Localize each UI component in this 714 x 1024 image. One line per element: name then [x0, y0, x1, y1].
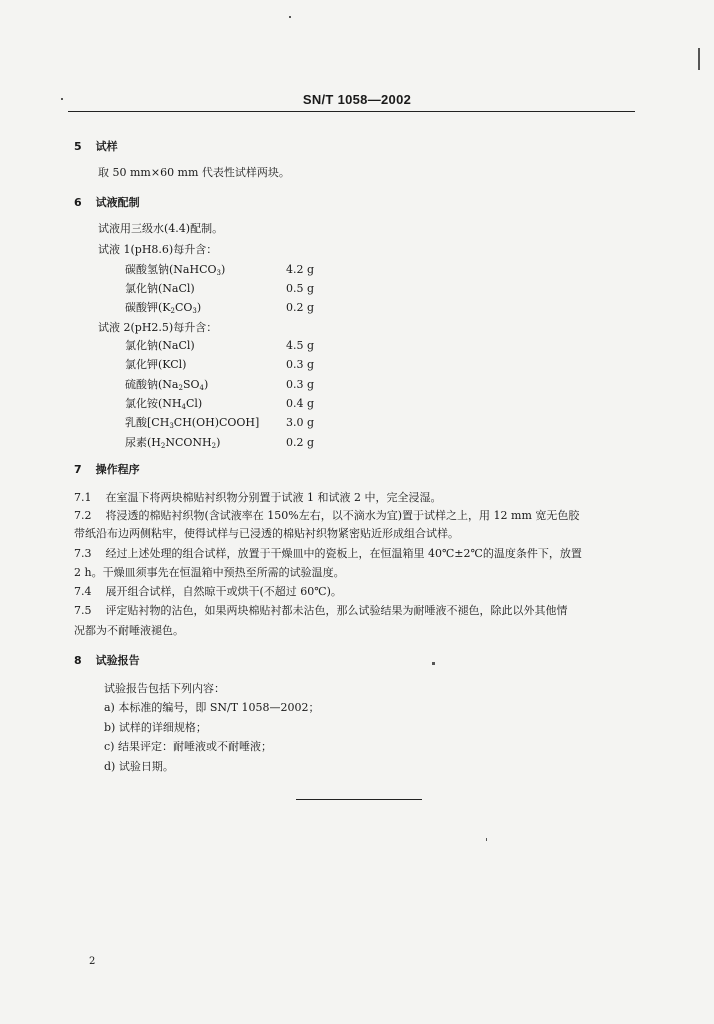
report-item: c) 结果评定：耐唾液或不耐唾液；: [104, 740, 272, 753]
reagent-name: [125, 436, 220, 453]
reagent-amount: 4.2 g: [286, 263, 315, 276]
section-6-title: 试液配制: [95, 196, 140, 209]
reagent-name-part: SO: [182, 377, 200, 391]
solution-1-title: 试液 1(pH8.6)每升含：: [98, 243, 218, 256]
reagent-name-part: ): [220, 263, 226, 276]
reagent-name-part: ): [216, 435, 221, 449]
report-intro: 试验报告包括下列内容：: [104, 682, 225, 695]
reagent-name-part: ): [196, 301, 202, 314]
formula-subscript: 4: [199, 383, 204, 392]
reagent-amount: 0.3 g: [286, 377, 315, 391]
header-rule: [68, 111, 635, 112]
clause-7-5-text-b: 况都为不耐唾液褪色。: [74, 624, 184, 637]
report-item: b) 试样的详细规格；: [104, 721, 207, 734]
scan-speck: [432, 662, 435, 665]
section-8-title: 试验报告: [95, 654, 140, 667]
section-5-number: 5: [74, 140, 82, 153]
reagent-name-part: 氯化铵(NH: [125, 396, 182, 410]
section-8-number: 8: [74, 654, 82, 667]
section-6-number: 6: [74, 196, 82, 209]
reagent-amount: 3.0 g: [286, 416, 315, 430]
formula-subscript: 2: [178, 383, 183, 392]
reagent-name-part: 硫酸钠(Na: [125, 377, 179, 391]
reagent-name-part: 乳酸[CH: [125, 416, 170, 430]
page-number: 2: [89, 956, 96, 967]
clause-7-2-text-a: 将浸透的棉贴衬织物(含试液率在 150%左右，以不滴水为宜)置于试样之上，用 12 mm 宽无色胶: [105, 509, 580, 522]
reagent-name: [125, 416, 259, 433]
clause-7-4-number: 7.4: [74, 585, 92, 598]
clause-7-2-text-b: 带纸沿布边两侧粘牢，使得试样与已浸透的棉贴衬织物紧密贴近形成组合试样。: [74, 527, 459, 540]
reagent-name-part: 氯化钠(NaCl): [125, 339, 195, 352]
reagent-name: [125, 263, 225, 280]
formula-subscript: 3: [192, 307, 197, 315]
clause-7-3: [74, 547, 582, 560]
reagent-name: [125, 397, 202, 414]
clause-7-1-text: 在室温下将两块棉贴衬织物分别置于试液 1 和试液 2 中，完全浸湿。: [105, 491, 442, 504]
reagent-name-part: 氯化钾(KCl): [125, 358, 187, 372]
clause-7-1: [74, 491, 441, 504]
clause-7-3-text-b: 2 h。干燥皿须事先在恒温箱中预热至所需的试验温度。: [74, 566, 345, 579]
reagent-name-part: ): [203, 377, 209, 391]
reagent-name-part: Cl): [185, 396, 203, 410]
scan-speck: [486, 838, 487, 841]
section-7-heading: [74, 463, 140, 476]
reagent-name-part: NCONH: [165, 435, 212, 449]
formula-subscript: 2: [160, 441, 166, 450]
reagent-name-part: CH(OH)COOH]: [173, 416, 260, 430]
formula-subscript: 2: [211, 441, 217, 450]
reagent-name-part: CO: [174, 301, 193, 314]
reagent-name-part: 尿素(H: [125, 435, 161, 449]
section-5-text: 取 50 mm×60 mm 代表性试样两块。: [98, 166, 290, 179]
reagent-name: [125, 378, 208, 395]
report-item: a) 本标准的编号，即 SN/T 1058—2002；: [104, 701, 320, 714]
reagent-name: [125, 301, 201, 318]
reagent-name: [125, 339, 195, 352]
section-7-number: 7: [74, 463, 82, 476]
section-5-title: 试样: [95, 140, 118, 153]
section-8-heading: [74, 654, 140, 667]
clause-7-3-text-a: 经过上述处理的组合试样，放置于干燥皿中的瓷板上，在恒温箱里 40℃±2℃的温度条件下，放置: [105, 547, 582, 560]
document-header: SN/T 1058—2002: [302, 92, 412, 107]
clause-7-5: [74, 604, 568, 617]
end-rule: [296, 799, 422, 800]
reagent-amount: 4.5 g: [286, 339, 315, 352]
scan-mark: [698, 48, 700, 70]
reagent-name: [125, 282, 195, 295]
scan-speck: [61, 98, 63, 100]
reagent-name-part: 氯化钠(NaCl): [125, 282, 195, 295]
reagent-amount: 0.4 g: [286, 396, 315, 410]
section-6-heading: [74, 196, 140, 209]
formula-subscript: 3: [169, 422, 174, 431]
report-item: d) 试验日期。: [104, 760, 174, 773]
solution-2-title: 试液 2(pH2.5)每升含：: [98, 321, 218, 334]
section-7-title: 操作程序: [95, 463, 140, 476]
reagent-amount: 0.5 g: [286, 282, 315, 295]
clause-7-5-text-a: 评定贴衬物的沾色，如果两块棉贴衬都未沾色，那么试验结果为耐唾液不褪色，除此以外其他情: [105, 604, 568, 617]
formula-subscript: 3: [216, 269, 221, 277]
reagent-amount: 0.2 g: [286, 435, 315, 449]
reagent-name-part: 碳酸钾(K: [125, 301, 171, 314]
clause-7-1-number: 7.1: [74, 491, 92, 504]
clause-7-4: [74, 585, 342, 598]
clause-7-2: [74, 509, 579, 522]
reagent-amount: 0.2 g: [286, 301, 315, 314]
clause-7-3-number: 7.3: [74, 547, 92, 560]
formula-subscript: 4: [181, 402, 186, 411]
clause-7-2-number: 7.2: [74, 509, 92, 522]
formula-subscript: 2: [170, 307, 175, 315]
section-5-heading: [74, 140, 118, 153]
reagent-name: [125, 358, 186, 371]
clause-7-5-number: 7.5: [74, 604, 92, 617]
section-6-intro: 试液用三级水(4.4)配制。: [98, 222, 224, 235]
scan-speck: [289, 16, 291, 18]
reagent-name-part: 碳酸氢钠(NaHCO: [125, 263, 217, 276]
clause-7-4-text: 展开组合试样，自然晾干或烘干(不超过 60℃)。: [105, 585, 342, 598]
reagent-amount: 0.3 g: [286, 358, 315, 372]
